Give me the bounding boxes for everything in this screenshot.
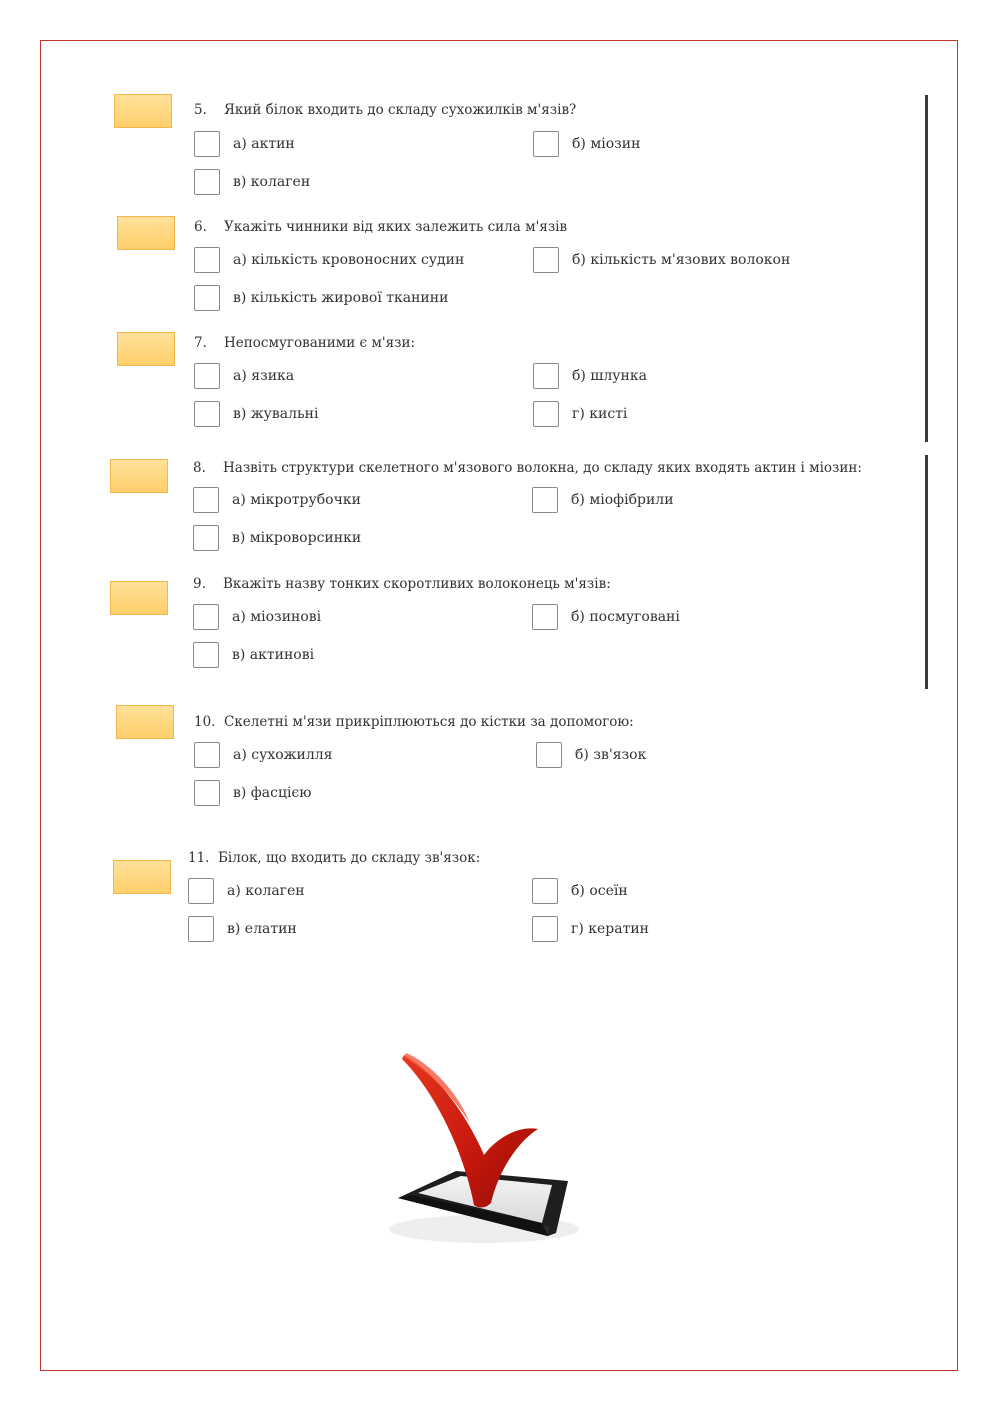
- option-q11-g[interactable]: г) кератин: [532, 916, 649, 942]
- checkbox[interactable]: [194, 247, 220, 273]
- option-q10-v[interactable]: в) фасцією: [194, 780, 311, 806]
- checkbox[interactable]: [194, 780, 220, 806]
- checkbox[interactable]: [532, 878, 558, 904]
- option-q10-b[interactable]: б) зв'язок: [536, 742, 646, 768]
- option-q5-v[interactable]: в) колаген: [194, 169, 310, 195]
- question-9: 9. Вкажіть назву тонких скоротливих волоконець м'язів:: [193, 576, 611, 592]
- question-10: 10. Скелетні м'язи прикріплюються до кістки за допомогою:: [194, 714, 634, 730]
- option-q11-b[interactable]: б) осеїн: [532, 878, 628, 904]
- option-q8-b[interactable]: б) міофібрили: [532, 487, 674, 513]
- option-q6-v[interactable]: в) кількість жирової тканини: [194, 285, 448, 311]
- option-q7-b[interactable]: б) шлунка: [533, 363, 647, 389]
- option-q7-g[interactable]: г) кисті: [533, 401, 627, 427]
- checkbox[interactable]: [533, 247, 559, 273]
- checkbox[interactable]: [532, 604, 558, 630]
- answer-slot-q8[interactable]: [110, 459, 168, 493]
- answer-slot-q7[interactable]: [117, 332, 175, 366]
- checkbox[interactable]: [193, 642, 219, 668]
- option-q9-v[interactable]: в) актинові: [193, 642, 314, 668]
- checkbox[interactable]: [533, 401, 559, 427]
- question-7: 7. Непосмугованими є м'язи:: [194, 335, 416, 351]
- checkbox[interactable]: [194, 285, 220, 311]
- checkbox[interactable]: [188, 878, 214, 904]
- option-q5-b[interactable]: б) міозин: [533, 131, 640, 157]
- option-q8-v[interactable]: в) мікроворсинки: [193, 525, 361, 551]
- question-5: 5. Який білок входить до складу сухожилків м'язів?: [194, 102, 577, 118]
- option-q10-a[interactable]: а) сухожилля: [194, 742, 333, 768]
- checkbox[interactable]: [188, 916, 214, 942]
- checkbox[interactable]: [533, 131, 559, 157]
- option-q8-a[interactable]: а) мікротрубочки: [193, 487, 361, 513]
- option-q7-a[interactable]: а) язика: [194, 363, 294, 389]
- checkbox[interactable]: [532, 487, 558, 513]
- option-q7-v[interactable]: в) жувальні: [194, 401, 318, 427]
- option-q6-b[interactable]: б) кількість м'язових волокон: [533, 247, 790, 273]
- checkbox[interactable]: [532, 916, 558, 942]
- scroll-bar-upper: [925, 95, 928, 442]
- question-8: 8. Назвіть структури скелетного м'язового волокна, до складу яких входять актин і міозин:: [193, 460, 862, 476]
- answer-slot-q6[interactable]: [117, 216, 175, 250]
- checkmark-icon: [366, 1033, 596, 1258]
- option-q11-v[interactable]: в) елатин: [188, 916, 297, 942]
- answer-slot-q5[interactable]: [114, 94, 172, 128]
- checkbox[interactable]: [533, 363, 559, 389]
- checkbox[interactable]: [194, 363, 220, 389]
- answer-slot-q10[interactable]: [116, 705, 174, 739]
- checkbox[interactable]: [536, 742, 562, 768]
- scroll-bar-lower: [925, 455, 928, 689]
- checkbox[interactable]: [193, 604, 219, 630]
- option-q6-a[interactable]: а) кількість кровоносних судин: [194, 247, 464, 273]
- checkbox[interactable]: [193, 525, 219, 551]
- question-6: 6. Укажіть чинники від яких залежить сила м'язів: [194, 219, 568, 235]
- option-q5-a[interactable]: а) актин: [194, 131, 295, 157]
- checkbox[interactable]: [194, 131, 220, 157]
- option-q11-a[interactable]: а) колаген: [188, 878, 305, 904]
- option-q9-b[interactable]: б) посмуговані: [532, 604, 680, 630]
- checkbox[interactable]: [194, 401, 220, 427]
- checkbox[interactable]: [194, 742, 220, 768]
- answer-slot-q11[interactable]: [113, 860, 171, 894]
- checkbox[interactable]: [194, 169, 220, 195]
- option-q9-a[interactable]: а) міозинові: [193, 604, 321, 630]
- question-11: 11. Білок, що входить до складу зв'язок:: [188, 850, 481, 866]
- answer-slot-q9[interactable]: [110, 581, 168, 615]
- checkbox[interactable]: [193, 487, 219, 513]
